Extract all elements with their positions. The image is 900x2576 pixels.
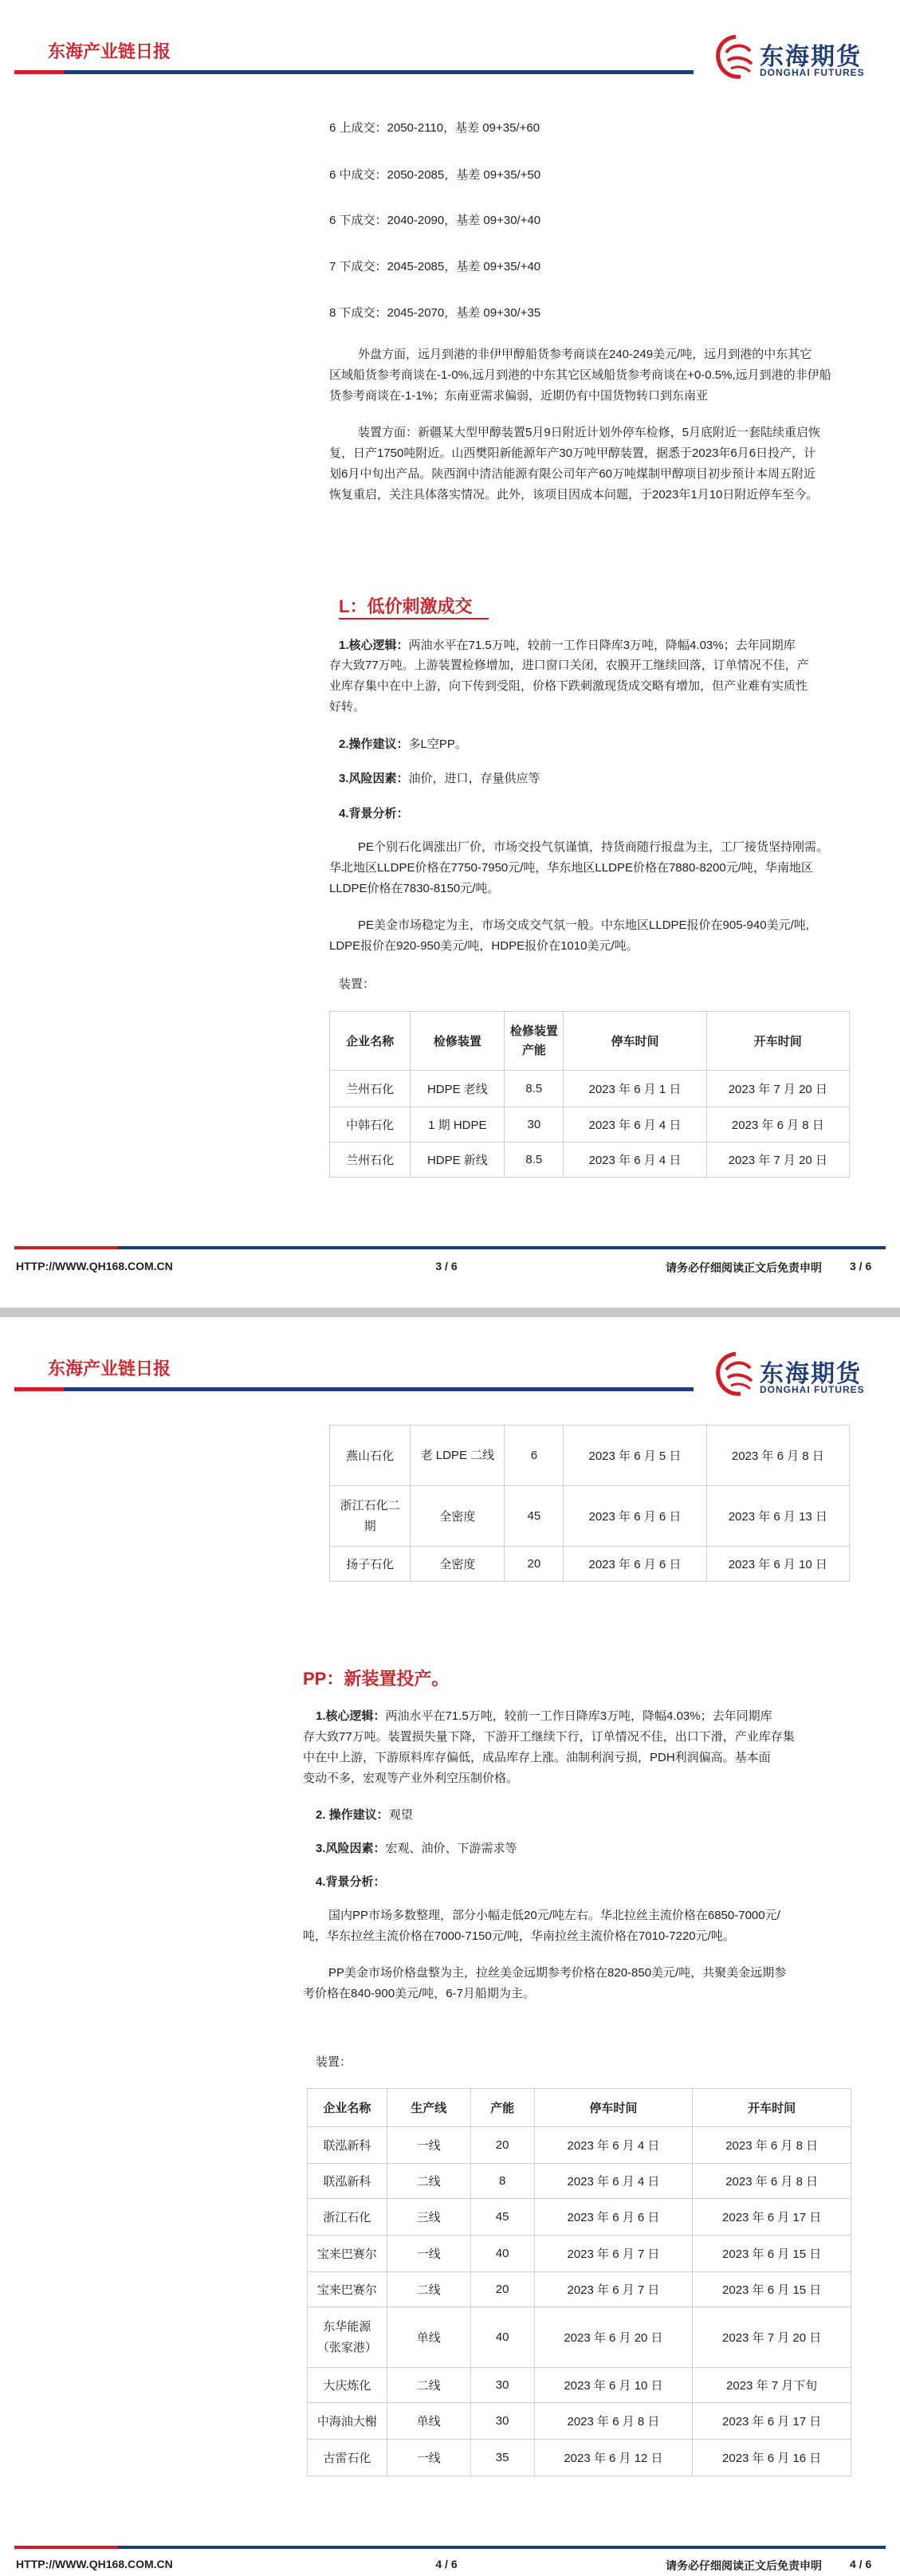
device-para-line: 划6月中旬出产品。陕西润中清洁能源有限公司年产60万吨煤制甲醇项目初步预计本周五附近	[329, 467, 816, 481]
table-header-row	[330, 1012, 850, 1071]
table-header-cell: 企业名称	[308, 2089, 387, 2127]
footer-url: HTTP://WWW.QH168.COM.CN	[16, 2558, 173, 2570]
logo-text-en: DONGHAI FUTURES	[760, 67, 865, 78]
bg-para-line: PE美金市场稳定为主，市场交成交气氛一般。中东地区LLDPE报价在905-940美元/吨,	[358, 918, 809, 932]
header-rule-accent	[14, 70, 64, 74]
core-logic-line	[339, 635, 796, 655]
footer-page-number-right: 4 / 6	[850, 2558, 872, 2570]
table-row	[330, 1071, 850, 1107]
device-label: 装置：	[316, 2055, 352, 2069]
table-header-cell: 企业名称	[330, 1012, 411, 1071]
table-cell: 2023 年 7 月 20 日	[706, 1071, 849, 1107]
table-cell: 2023 年 6 月 4 日	[534, 2127, 693, 2164]
footer-rule	[14, 2546, 886, 2549]
table-cell: 古雷石化	[308, 2440, 387, 2476]
table-cell: 中海油大榭	[308, 2403, 387, 2440]
table-row	[330, 1107, 850, 1142]
page-gap	[0, 1308, 900, 1317]
table-row	[308, 2272, 851, 2307]
risk-label: 3.风险因素：	[316, 1842, 386, 1855]
table-cell: 单线	[387, 2403, 470, 2440]
table-header-cell: 停车时间	[564, 1012, 706, 1071]
table-cell: 35	[470, 2440, 534, 2476]
bg-para-line: 吨，华东拉丝主流价格在7000-7150元/吨，华南拉丝主流价格在7010-7220元/吨。	[303, 1929, 735, 1943]
bg-para-line: LDPE报价在920-950美元/吨，HDPE报价在1010美元/吨。	[329, 939, 639, 953]
footer-url: HTTP://WWW.QH168.COM.CN	[16, 1260, 173, 1272]
table-cell: 45	[470, 2199, 534, 2236]
maintenance-table-continued	[329, 1425, 850, 1582]
table-cell: 2023 年 6 月 17 日	[693, 2403, 851, 2440]
report-title: 东海产业链日报	[48, 41, 171, 61]
table-row	[308, 2368, 851, 2403]
table-cell: 大庆炼化	[308, 2368, 387, 2403]
table-cell: 全密度	[411, 1486, 505, 1547]
table-row	[330, 1426, 850, 1486]
device-para-line: 装置方面：新疆某大型甲醇装置5月9日附近计划外停车检修，5月底附近一套陆续重启恢	[358, 426, 821, 439]
table-cell: 联泓新科	[308, 2164, 387, 2199]
device-label: 装置：	[339, 977, 375, 991]
bg-para-line: 考价格在840-900美元/吨，6-7月船期为主。	[303, 1987, 535, 2000]
risk-label: 3.风险因素：	[339, 772, 409, 785]
table-cell: 兰州石化	[330, 1071, 411, 1107]
company-logo	[713, 33, 873, 85]
table-cell: 2023 年 6 月 20 日	[534, 2307, 693, 2368]
table-header-cell: 开车时间	[693, 2089, 851, 2127]
risk-text: 宏观、油价、下游需求等	[385, 1842, 517, 1855]
table-cell: 扬子石化	[330, 1547, 411, 1582]
table-cell: 三线	[387, 2199, 470, 2236]
table-cell: 2023 年 6 月 4 日	[564, 1142, 706, 1178]
report-title: 东海产业链日报	[48, 1359, 171, 1378]
core-logic-line: 业库存集中在中上游，向下传到受阻，价格下跌刺激现货成交略有增加，但产业难有实质性	[329, 679, 808, 693]
logo-emblem-icon	[713, 1351, 758, 1398]
risk-line	[339, 769, 540, 789]
table-cell: 2023 年 7 月 20 日	[706, 1142, 849, 1178]
table-cell: 2023 年 6 月 16 日	[693, 2440, 851, 2476]
core-logic-label: 1.核心逻辑：	[316, 1709, 386, 1723]
footer-page-number: 3 / 6	[435, 1260, 458, 1272]
table-header-cell: 生产线	[387, 2089, 470, 2127]
logo-text-cn: 东海期货	[760, 1361, 862, 1387]
trade-line: 6 中成交：2050-2085，基差 09+35/+50	[329, 168, 541, 182]
table-cell: 2023 年 6 月 4 日	[564, 1107, 706, 1142]
operation-line	[316, 1805, 413, 1825]
background-label: 4.背景分析：	[339, 807, 409, 820]
bg-para-line: PP美金市场价格盘整为主，拉丝美金远期参考价格在820-850美元/吨，共聚美金远期参	[328, 1966, 787, 1980]
table-cell: 45	[505, 1486, 564, 1547]
table-row	[308, 2164, 851, 2199]
core-logic-line: 好转。	[329, 700, 366, 714]
table-cell: 宝来巴赛尔	[308, 2236, 387, 2272]
table-cell: 浙江石化二期	[330, 1486, 411, 1547]
footer-rule-accent	[14, 1246, 118, 1249]
footer-rule-accent	[14, 2546, 118, 2549]
table-cell: 2023 年 6 月 8 日	[706, 1426, 849, 1486]
background-label: 4.背景分析：	[316, 1875, 386, 1889]
table-cell: 单线	[387, 2307, 470, 2368]
table-cell: 2023 年 6 月 4 日	[534, 2164, 693, 2199]
table-cell: 2023 年 6 月 7 日	[534, 2236, 693, 2272]
outer-para-line: 外盘方面，远月到港的非伊甲醇船货参考商谈在240-249美元/吨，远月到港的中东其它	[358, 348, 812, 361]
outer-para-line: 区域船货参考商谈在-1-0%,远月到港的中东其它区域船货参考商谈在+0-0.5%,远月到港的非伊船	[329, 368, 831, 382]
table-cell: HDPE 老线	[411, 1071, 505, 1107]
table-row	[330, 1486, 850, 1547]
operation-text: 观望	[388, 1808, 413, 1822]
table-header-row	[308, 2089, 851, 2127]
table-header-cell: 停车时间	[534, 2089, 693, 2127]
core-logic-line: 变动不多，宏观等产业外利空压制价格。	[303, 1772, 519, 1785]
table-row	[308, 2236, 851, 2272]
header-rule	[14, 1387, 694, 1391]
page-4	[0, 1317, 900, 2576]
table-cell: 30	[470, 2403, 534, 2440]
core-logic-text: 两油水平在71.5万吨，较前一工作日降库3万吨，降幅4.03%；去年同期库	[385, 1709, 772, 1723]
table-header-cell: 检修装置	[411, 1012, 505, 1071]
core-logic-text: 两油水平在71.5万吨，较前一工作日降库3万吨，降幅4.03%；去年同期库	[408, 639, 796, 652]
table-header-cell: 检修装置产能	[505, 1012, 564, 1071]
logo-text-cn: 东海期货	[760, 44, 862, 70]
table-cell: 兰州石化	[330, 1142, 411, 1178]
maintenance-table	[329, 1011, 850, 1178]
table-cell: 2023 年 6 月 13 日	[706, 1486, 849, 1547]
bg-para-line: LLDPE价格在7830-8150元/吨。	[329, 882, 500, 895]
table-cell: 东华能源（张家港）	[308, 2307, 387, 2368]
section-title-underline	[339, 618, 489, 619]
bg-para-line: PE个别石化调涨出厂价，市场交投气氛谨慎，持货商随行报盘为主，工厂接货坚持刚需。	[358, 840, 829, 854]
table-row	[330, 1142, 850, 1178]
table-cell: 2023 年 6 月 10 日	[706, 1547, 849, 1582]
table-cell: 8	[470, 2164, 534, 2199]
table-cell: 一线	[387, 2236, 470, 2272]
core-logic-line	[316, 1706, 772, 1726]
risk-line	[316, 1839, 517, 1858]
table-cell: 2023 年 6 月 8 日	[534, 2403, 693, 2440]
outer-para-line: 货参考商谈在-1-1%；东南亚需求偏弱，近期仍有中国货物转口到东南亚	[329, 389, 709, 403]
table-cell: 1 期 HDPE	[411, 1107, 505, 1142]
table-cell: 20	[470, 2127, 534, 2164]
table-row	[308, 2307, 851, 2368]
company-logo	[713, 1351, 873, 1402]
operation-line	[339, 734, 467, 754]
table-cell: 联泓新科	[308, 2127, 387, 2164]
footer-page-number-right: 3 / 6	[850, 1260, 872, 1272]
table-cell: 燕山石化	[330, 1426, 411, 1486]
core-logic-label: 1.核心逻辑：	[339, 639, 409, 652]
table-cell: 2023 年 6 月 8 日	[693, 2127, 851, 2164]
table-cell: 2023 年 6 月 10 日	[534, 2368, 693, 2403]
operation-label: 2.操作建议：	[339, 737, 409, 751]
core-logic-line: 中在中上游，下游原料库存偏低，成品库存上涨。油制利润亏损，PDH利润偏高。基本面	[303, 1751, 771, 1764]
table-cell: 全密度	[411, 1547, 505, 1582]
table-cell: 2023 年 6 月 12 日	[534, 2440, 693, 2476]
section-title-l: L：低价刺激成交	[339, 596, 473, 616]
table-cell: 8.5	[505, 1142, 564, 1178]
table-cell: 20	[470, 2272, 534, 2307]
table-cell: 40	[470, 2307, 534, 2368]
table-header-cell: 开车时间	[706, 1012, 849, 1071]
table-cell: 2023 年 6 月 15 日	[693, 2272, 851, 2307]
table-cell: 宝来巴赛尔	[308, 2272, 387, 2307]
table-cell: 40	[470, 2236, 534, 2272]
table-cell: 30	[505, 1107, 564, 1142]
risk-text: 油价，进口，存量供应等	[408, 772, 540, 785]
table-cell: 二线	[387, 2368, 470, 2403]
operation-label: 2. 操作建议：	[316, 1808, 389, 1822]
core-logic-line: 存大致77万吨。装置损失量下降，下游开工继续下行，订单情况不佳，出口下滑，产业库存集	[303, 1730, 795, 1744]
header-rule	[14, 70, 694, 74]
production-line-table	[307, 2088, 851, 2476]
table-row	[308, 2199, 851, 2236]
table-cell: 2023 年 6 月 15 日	[693, 2236, 851, 2272]
logo-emblem-icon	[713, 33, 758, 81]
operation-text: 多L空PP。	[408, 737, 467, 751]
trade-line: 6 上成交：2050-2110，基差 09+35/+60	[329, 121, 540, 135]
table-cell: 2023 年 6 月 17 日	[693, 2199, 851, 2236]
footer-page-number: 4 / 6	[435, 2558, 458, 2570]
table-cell: 中韩石化	[330, 1107, 411, 1142]
table-cell: 2023 年 7 月下旬	[693, 2368, 851, 2403]
table-cell: 2023 年 6 月 5 日	[564, 1426, 706, 1486]
table-cell: 一线	[387, 2127, 470, 2164]
table-row	[308, 2403, 851, 2440]
table-cell: 2023 年 6 月 8 日	[706, 1107, 849, 1142]
table-row	[308, 2127, 851, 2164]
table-header-cell: 产能	[470, 2089, 534, 2127]
trade-line: 6 下成交：2040-2090，基差 09+30/+40	[329, 214, 541, 227]
table-cell: HDPE 新线	[411, 1142, 505, 1178]
bg-para-line: 华北地区LLDPE价格在7750-7950元/吨，华东地区LLDPE价格在7880-8200元/吨，华南地区	[329, 861, 813, 875]
table-cell: 2023 年 6 月 1 日	[564, 1071, 706, 1107]
table-cell: 20	[505, 1547, 564, 1582]
table-cell: 二线	[387, 2272, 470, 2307]
table-cell: 2023 年 6 月 7 日	[534, 2272, 693, 2307]
core-logic-line: 存大致77万吨。上游装置检修增加，进口窗口关闭，农膜开工继续回落，订单情况不佳，产	[329, 659, 809, 672]
footer-disclaimer: 请务必仔细阅读正文后免责申明	[666, 1261, 822, 1274]
bg-para-line: 国内PP市场多数整理，部分小幅走低20元/吨左右。华北拉丝主流价格在6850-7000元/	[328, 1909, 780, 1922]
header-rule-accent	[14, 1387, 64, 1391]
table-cell: 老 LDPE 二线	[411, 1426, 505, 1486]
table-cell: 2023 年 6 月 6 日	[534, 2199, 693, 2236]
table-cell: 2023 年 6 月 6 日	[564, 1547, 706, 1582]
logo-text-en: DONGHAI FUTURES	[760, 1384, 865, 1395]
trade-line: 8 下成交：2045-2070，基差 09+30/+35	[329, 306, 541, 320]
section-title-pp: PP：新装置投产。	[303, 1669, 450, 1689]
table-cell: 2023 年 6 月 6 日	[564, 1486, 706, 1547]
table-cell: 2023 年 7 月 20 日	[693, 2307, 851, 2368]
table-row	[308, 2440, 851, 2476]
table-row	[330, 1547, 850, 1582]
table-cell: 6	[505, 1426, 564, 1486]
trade-line: 7 下成交：2045-2085，基差 09+35/+40	[329, 260, 541, 273]
device-para-line: 复，日产1750吨附近。山西樊阳新能源年产30万吨甲醇装置，据悉于2023年6月6日投产，计	[329, 446, 816, 460]
footer-rule	[14, 1246, 886, 1249]
table-cell: 二线	[387, 2164, 470, 2199]
table-cell: 2023 年 6 月 8 日	[693, 2164, 851, 2199]
table-cell: 浙江石化	[308, 2199, 387, 2236]
table-cell: 8.5	[505, 1071, 564, 1107]
device-para-line: 恢复重启，关注具体落实情况。此外，该项目因成本问题，于2023年1月10日附近停车至今。	[329, 488, 819, 501]
table-cell: 30	[470, 2368, 534, 2403]
footer-disclaimer: 请务必仔细阅读正文后免责申明	[666, 2559, 822, 2572]
table-cell: 一线	[387, 2440, 470, 2476]
